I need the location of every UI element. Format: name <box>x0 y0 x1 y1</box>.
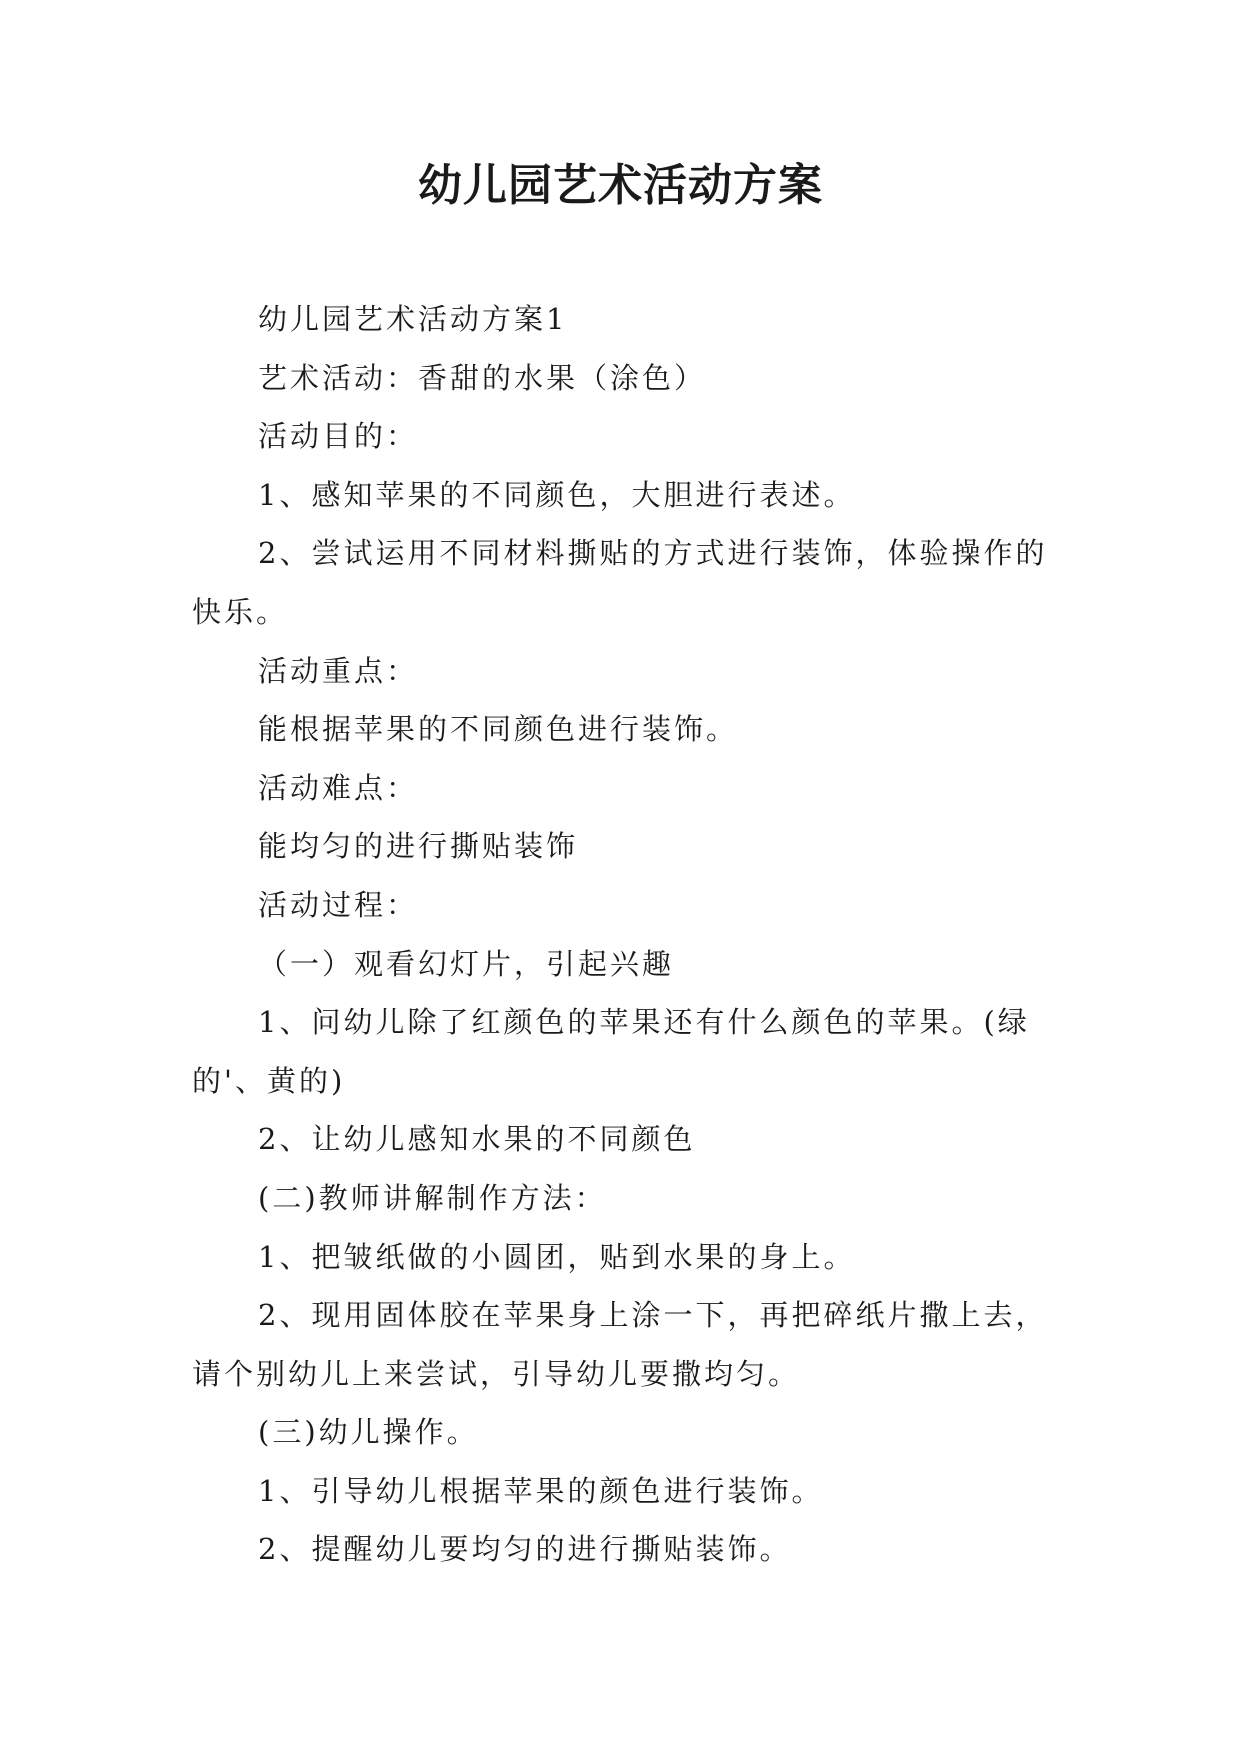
document-title: 幼儿园艺术活动方案 <box>418 160 823 211</box>
paragraph: 能根据苹果的不同颜色进行装饰。 <box>258 712 739 747</box>
paragraph: 活动目的： <box>258 419 419 454</box>
paragraph: 2、尝试运用不同材料撕贴的方式进行装饰，体验操作的快乐。 <box>192 536 1048 629</box>
paragraph: 1、引导幼儿根据苹果的颜色进行装饰。 <box>258 1473 824 1508</box>
paragraph: 2、让幼儿感知水果的不同颜色 <box>258 1122 696 1157</box>
paragraph: 活动难点： <box>258 770 419 805</box>
paragraph: 2、现用固体胶在苹果身上涂一下，再把碎纸片撒上去，请个别幼儿上来尝试，引导幼儿要撒均匀。 <box>192 1298 1048 1391</box>
paragraph: 活动重点： <box>258 653 419 688</box>
paragraph: 幼儿园艺术活动方案1 <box>258 302 568 336</box>
document-body <box>192 290 1052 1579</box>
paragraph: 1、问幼儿除了红颜色的苹果还有什么颜色的苹果。(绿的'、黄的) <box>192 1005 1030 1098</box>
paragraph: （一）观看幻灯片，引起兴趣 <box>258 946 675 981</box>
paragraph: 1、感知苹果的不同颜色，大胆进行表述。 <box>258 477 856 512</box>
paragraph: 能均匀的进行撕贴装饰 <box>258 829 579 864</box>
paragraph: (二)教师讲解制作方法： <box>258 1180 607 1215</box>
paragraph: (三)幼儿操作。 <box>258 1415 479 1450</box>
paragraph: 艺术活动：香甜的水果（涂色） <box>258 360 707 395</box>
paragraph: 1、把皱纸做的小圆团，贴到水果的身上。 <box>258 1239 856 1274</box>
paragraph: 2、提醒幼儿要均匀的进行撕贴装饰。 <box>258 1532 792 1567</box>
paragraph: 活动过程： <box>258 887 419 922</box>
